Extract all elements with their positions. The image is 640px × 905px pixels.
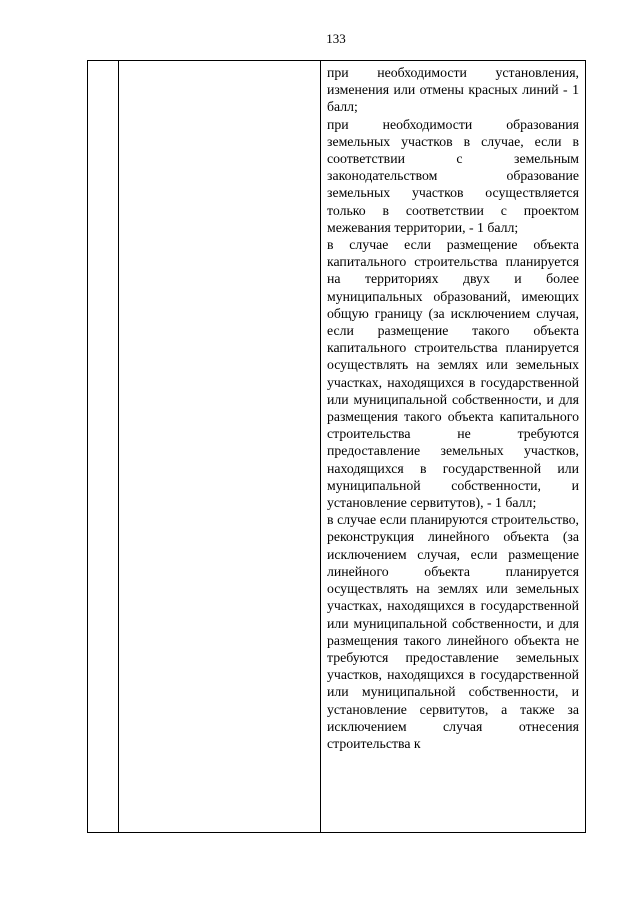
criteria-paragraph: при необходимости установления, изменения или отмены красных линий - 1 балл; [327, 65, 579, 115]
table-cell-number [88, 61, 119, 833]
table-cell-name [119, 61, 321, 833]
table-cell-criteria [321, 61, 586, 833]
criteria-paragraph: в случае если размещение объекта капитального строительства планируется на территориях двух и более муниципальных образований, имеющих общую границу (за исключением случая, если размещение такого объекта капитального строительства планируется осуществлять на землях или земельных участках, находящихся в государственной или муниципальной собственности, и для размещения такого объекта капитального строительства не требуются предоставление земельных участков, находящихся в государственной или муниципальной собственности, и установление сервитутов), - 1 балл; [327, 237, 579, 511]
table-row [88, 61, 586, 833]
criteria-text [321, 61, 585, 752]
criteria-paragraph: в случае если планируются строительство, реконструкция линейного объекта (за исключением случая, если размещение линейного объекта планируется осуществлять на землях или земельных участках, находящихся в государственной или муниципальной собственности, и для размещения такого линейного объекта не требуются предоставление земельных участков, находящихся в государственной или муниципальной собственности, и установление сервитутов, а также за исключением случая отнесения строительства к [327, 512, 579, 751]
page-number: 133 [326, 31, 346, 46]
criteria-paragraph: при необходимости образования земельных участков в случае, если в соответствии с земельным законодательством образование земельных участков осуществляется только в соответствии с проектом межевания территории, - 1 балл; [327, 116, 579, 235]
document-table [87, 60, 586, 833]
